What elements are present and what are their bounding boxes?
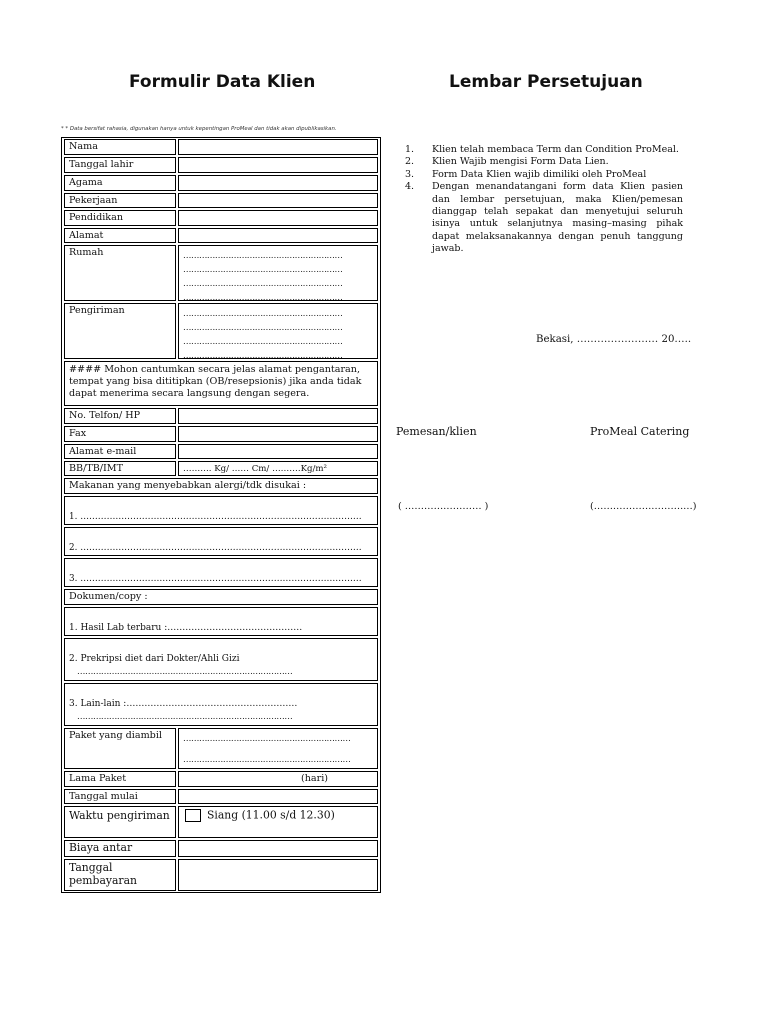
row-lama-paket bbox=[62, 770, 380, 788]
doc-2-label: 2. Prekripsi diet dari Dokter/Ahli Gizi bbox=[69, 654, 240, 664]
row-tanggal-mulai bbox=[62, 788, 380, 805]
item-number: 2. bbox=[405, 156, 415, 168]
agreement-item bbox=[405, 169, 683, 181]
label-tanggal-lahir: Tanggal lahir bbox=[64, 157, 176, 173]
rumah-line-1: …………………………………………………… bbox=[183, 250, 343, 260]
party-right-label: ProMeal Catering bbox=[590, 425, 690, 438]
row-doc-2 bbox=[62, 637, 380, 682]
field-bb[interactable]: ………. Kg/ …… Cm/ ……….Kg/m² bbox=[178, 461, 378, 476]
confidential-note: * * Data bersifat rahasia, digunakan hanya untuk kepentingan ProMeal dan tidak akan dipublikasikan. bbox=[61, 126, 337, 132]
row-alergi-3 bbox=[62, 557, 380, 588]
field-email[interactable] bbox=[178, 444, 378, 459]
row-mohon-note bbox=[62, 360, 380, 407]
pengiriman-line-3: …………………………………………………… bbox=[183, 336, 343, 346]
signature-left[interactable]: ( …………………… ) bbox=[398, 501, 489, 512]
field-alergi-1[interactable]: 1. …………………………………………………………………………………… bbox=[64, 496, 378, 525]
row-agama bbox=[62, 174, 380, 192]
label-telfon: No. Telfon/ HP bbox=[64, 408, 176, 424]
row-dokumen-header bbox=[62, 588, 380, 606]
row-alergi-2 bbox=[62, 526, 380, 557]
form-title: Formulir Data Klien bbox=[129, 72, 316, 92]
row-alergi-1 bbox=[62, 495, 380, 526]
row-email bbox=[62, 443, 380, 460]
label-pembayaran: Tanggal pembayaran bbox=[64, 859, 176, 891]
row-alamat bbox=[62, 227, 380, 244]
agreement-list bbox=[405, 144, 683, 256]
rumah-line-3: …………………………………………………… bbox=[183, 278, 343, 288]
agreement-item bbox=[405, 181, 683, 255]
row-paket bbox=[62, 727, 380, 770]
row-doc-1 bbox=[62, 606, 380, 637]
row-telfon bbox=[62, 407, 380, 425]
row-pembayaran bbox=[62, 858, 380, 892]
agreement-title: Lembar Persetujuan bbox=[449, 72, 643, 92]
field-telfon[interactable] bbox=[178, 408, 378, 424]
field-nama[interactable] bbox=[178, 139, 378, 155]
row-tanggal-lahir bbox=[62, 156, 380, 174]
doc-3-dots: ……………………………………………………………………… bbox=[77, 711, 293, 721]
field-agama[interactable] bbox=[178, 175, 378, 191]
row-fax bbox=[62, 425, 380, 443]
row-waktu bbox=[62, 805, 380, 839]
field-doc-2[interactable] bbox=[64, 638, 378, 681]
field-alergi-3[interactable]: 3. …………………………………………………………………………………… bbox=[64, 558, 378, 587]
field-tanggal-lahir[interactable] bbox=[178, 157, 378, 173]
label-bb: BB/TB/IMT bbox=[64, 461, 176, 476]
field-alamat[interactable] bbox=[178, 228, 378, 243]
row-doc-3 bbox=[62, 682, 380, 727]
label-biaya: Biaya antar bbox=[64, 840, 176, 857]
label-pendidikan: Pendidikan bbox=[64, 210, 176, 226]
item-text: Klien telah membaca Term dan Condition ProMeal. bbox=[432, 144, 679, 155]
label-fax: Fax bbox=[64, 426, 176, 442]
label-waktu: Waktu pengiriman bbox=[64, 806, 176, 838]
item-text: Klien Wajib mengisi Form Data Lien. bbox=[432, 156, 609, 168]
field-rumah[interactable] bbox=[178, 245, 378, 301]
label-alamat: Alamat bbox=[64, 228, 176, 243]
label-email: Alamat e-mail bbox=[64, 444, 176, 459]
siang-label: Siang (11.00 s/d 12.30) bbox=[207, 808, 335, 822]
field-paket[interactable] bbox=[178, 728, 378, 769]
label-agama: Agama bbox=[64, 175, 176, 191]
doc-3-label: 3. Lain-lain :………………………………………………… bbox=[69, 699, 298, 709]
field-fax[interactable] bbox=[178, 426, 378, 442]
field-waktu bbox=[178, 806, 378, 838]
agreement-item bbox=[405, 144, 683, 156]
row-pendidikan bbox=[62, 209, 380, 227]
label-nama: Nama bbox=[64, 139, 176, 155]
field-lama-paket[interactable]: (hari) bbox=[178, 771, 378, 787]
row-bb bbox=[62, 460, 380, 477]
paket-line-1: ……………………………………………………… bbox=[183, 733, 351, 743]
field-alergi-2[interactable]: 2. …………………………………………………………………………………… bbox=[64, 527, 378, 556]
siang-checkbox[interactable] bbox=[185, 809, 201, 822]
field-doc-1[interactable]: 1. Hasil Lab terbaru :……………………………………… bbox=[64, 607, 378, 636]
field-pendidikan[interactable] bbox=[178, 210, 378, 226]
label-tanggal-mulai: Tanggal mulai bbox=[64, 789, 176, 804]
row-alergi-header bbox=[62, 477, 380, 495]
row-pengiriman bbox=[62, 302, 380, 360]
label-pekerjaan: Pekerjaan bbox=[64, 193, 176, 208]
label-rumah: Rumah bbox=[64, 245, 176, 301]
signature-right[interactable]: (……………………….…) bbox=[590, 501, 697, 512]
pengiriman-line-1: …………………………………………………… bbox=[183, 308, 343, 318]
item-text: Form Data Klien wajib dimiliki oleh ProMeal bbox=[432, 168, 647, 180]
row-rumah bbox=[62, 244, 380, 302]
party-left-label: Pemesan/klien bbox=[396, 425, 477, 438]
field-pembayaran[interactable] bbox=[178, 859, 378, 891]
place-date: Bekasi, …………………… 20….. bbox=[536, 334, 692, 345]
item-number: 4. bbox=[405, 181, 415, 193]
label-lama-paket: Lama Paket bbox=[64, 771, 176, 787]
pengiriman-line-4: …………………………………………………… bbox=[183, 350, 343, 359]
label-pengiriman: Pengiriman bbox=[64, 303, 176, 359]
field-biaya[interactable] bbox=[178, 840, 378, 857]
agreement-item bbox=[405, 156, 683, 168]
row-nama bbox=[62, 138, 380, 156]
row-pekerjaan bbox=[62, 192, 380, 209]
label-dokumen: Dokumen/copy : bbox=[64, 589, 378, 605]
label-paket: Paket yang diambil bbox=[64, 728, 176, 769]
doc-2-dots: ……………………………………………………………………… bbox=[77, 666, 293, 676]
rumah-line-2: …………………………………………………… bbox=[183, 264, 343, 274]
row-biaya bbox=[62, 839, 380, 858]
client-data-form bbox=[61, 137, 381, 893]
field-pengiriman[interactable] bbox=[178, 303, 378, 359]
item-number: 1. bbox=[405, 144, 415, 155]
item-text: Dengan menandatangani form data Klien pasien dan lembar persetujuan, maka Klien/pemesan dianggap telah sepakat dan menyetujui seluruh isinya untuk selanjutnya masing–masing pihak dapat melaksanakannya dengan penuh tanggung jawab. bbox=[432, 181, 683, 255]
paket-line-2: ……………………………………………………… bbox=[183, 754, 351, 764]
label-alergi: Makanan yang menyebabkan alergi/tdk disukai : bbox=[64, 478, 378, 494]
field-tanggal-mulai[interactable] bbox=[178, 789, 378, 804]
item-number: 3. bbox=[405, 168, 415, 180]
field-pekerjaan[interactable] bbox=[178, 193, 378, 208]
rumah-line-4: …………………………………………………… bbox=[183, 292, 343, 301]
delivery-note: #### Mohon cantumkan secara jelas alamat pengantaran, tempat yang bisa dititipkan (OB/resepsionis) jika anda tidak dapat menerima secara langsung dengan segera. bbox=[64, 361, 378, 406]
pengiriman-line-2: …………………………………………………… bbox=[183, 322, 343, 332]
field-doc-3[interactable] bbox=[64, 683, 378, 726]
